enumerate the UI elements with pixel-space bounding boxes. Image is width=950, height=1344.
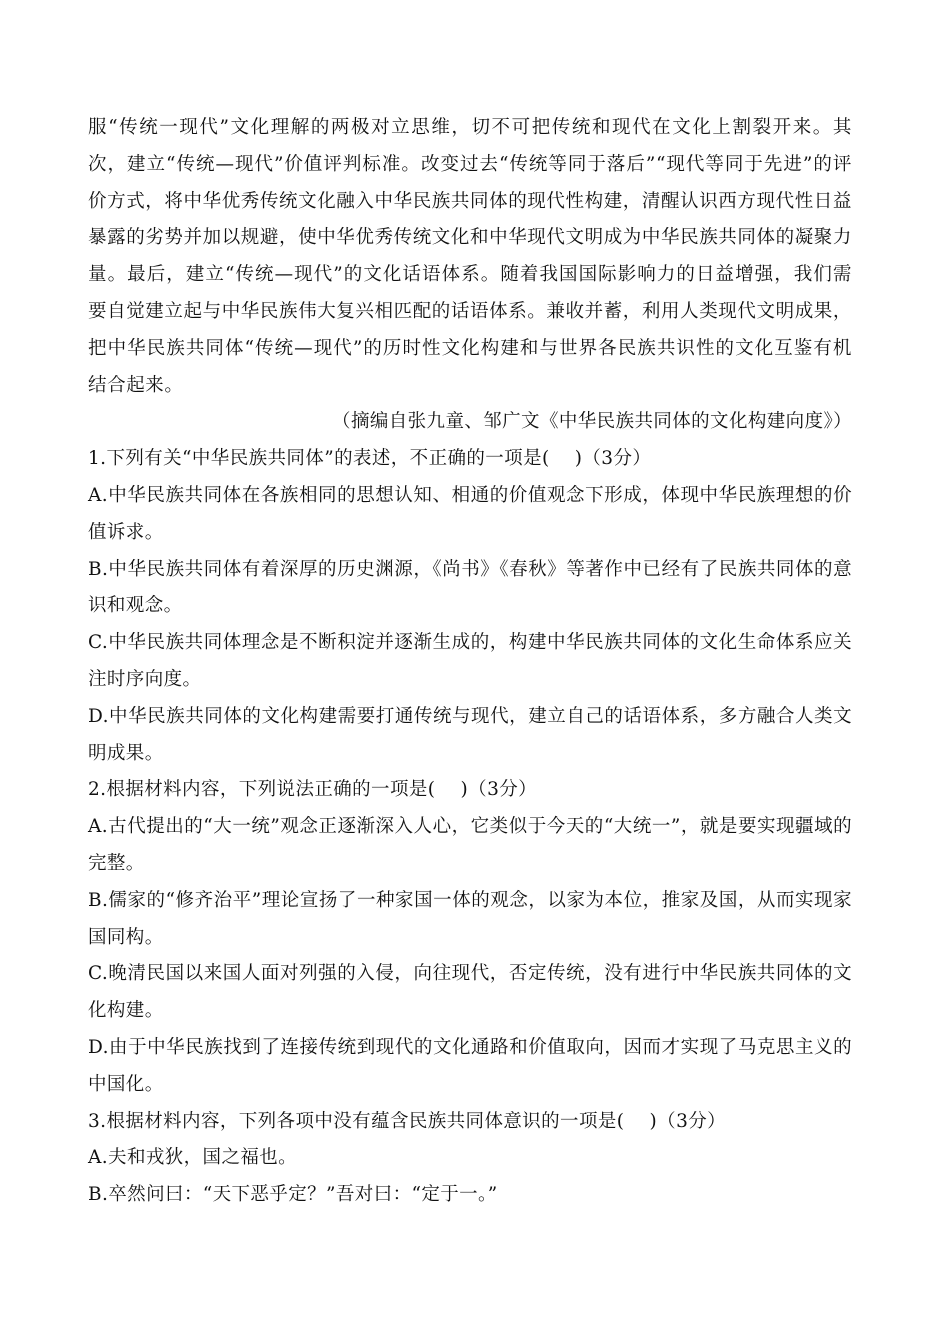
question-2 [88,772,852,1103]
document-page [88,110,852,1214]
option-d: D.中华民族共同体的文化构建需要打通传统与现代，建立自己的话语体系，多方融合人类文明成果。 [88,705,852,764]
option-c: C.晚清民国以来国人面对列强的入侵，向往现代，否定传统，没有进行中华民族共同体的文化构建。 [88,963,852,1022]
option-b: B.卒然问曰：“天下恶乎定？”吾对曰：“定于一。” [88,1184,498,1206]
question-stem: 3.根据材料内容，下列各项中没有蕴含民族共同体意识的一项是( )（3分） [88,1110,727,1132]
passage-source: （摘编自张九童、邹广文《中华民族共同体的文化构建向度》） [332,411,852,433]
option-a: A.中华民族共同体在各族相同的思想认知、相通的价值观念下形成，体现中华民族理想的价值诉求。 [88,484,852,543]
option-a: A.古代提出的“大一统”观念正逐渐深入人心，它类似于今天的“大统一”，就是要实现疆域的完整。 [88,816,852,874]
passage-paragraph: 服“传统一现代”文化理解的两极对立思维，切不可把传统和现代在文化上割裂开来。其次，建立“传统—现代”价值评判标准。改变过去“传统等同于落后”“现代等同于先进”的评价方式，将中华优秀传统文化融入中华民族共同体的现代性构建，清醒认识西方现代性日益暴露的劣势并加以规避，使中华优秀传统文化和中华现代文明成为中华民族共同体的凝聚力量。最后，建立“传统—现代”的文化话语体系。随着我国国际影响力的日益增强，我们需要自觉建立起与中华民族伟大复兴相匹配的话语体系。兼收并蓄，利用人类现代文明成果，把中华民族共同体“传统—现代”的历时性文化构建和与世界各民族共识性的文化互鉴有机结合起来。 [88,117,853,396]
question-3 [88,1104,852,1214]
option-d: D.由于中华民族找到了连接传统到现代的文化通路和价值取向，因而才实现了马克思主义的中国化。 [88,1036,852,1095]
question-stem: 1.下列有关“中华民族共同体”的表述，不正确的一项是( )（3分） [88,448,652,470]
question-1 [88,441,852,772]
option-b: B.儒家的“修齐治平”理论宣扬了一种家国一体的观念，以家为本位，推家及国，从而实现家国同构。 [88,889,852,948]
option-b: B.中华民族共同体有着深厚的历史渊源，《尚书》《春秋》等著作中已经有了民族共同体的意识和观念。 [88,558,852,617]
question-stem: 2.根据材料内容，下列说法正确的一项是( )（3分） [88,779,538,801]
option-c: C.中华民族共同体理念是不断积淀并逐渐生成的，构建中华民族共同体的文化生命体系应关注时序向度。 [88,632,852,690]
option-a: A.夫和戎狄，国之福也。 [88,1147,298,1169]
